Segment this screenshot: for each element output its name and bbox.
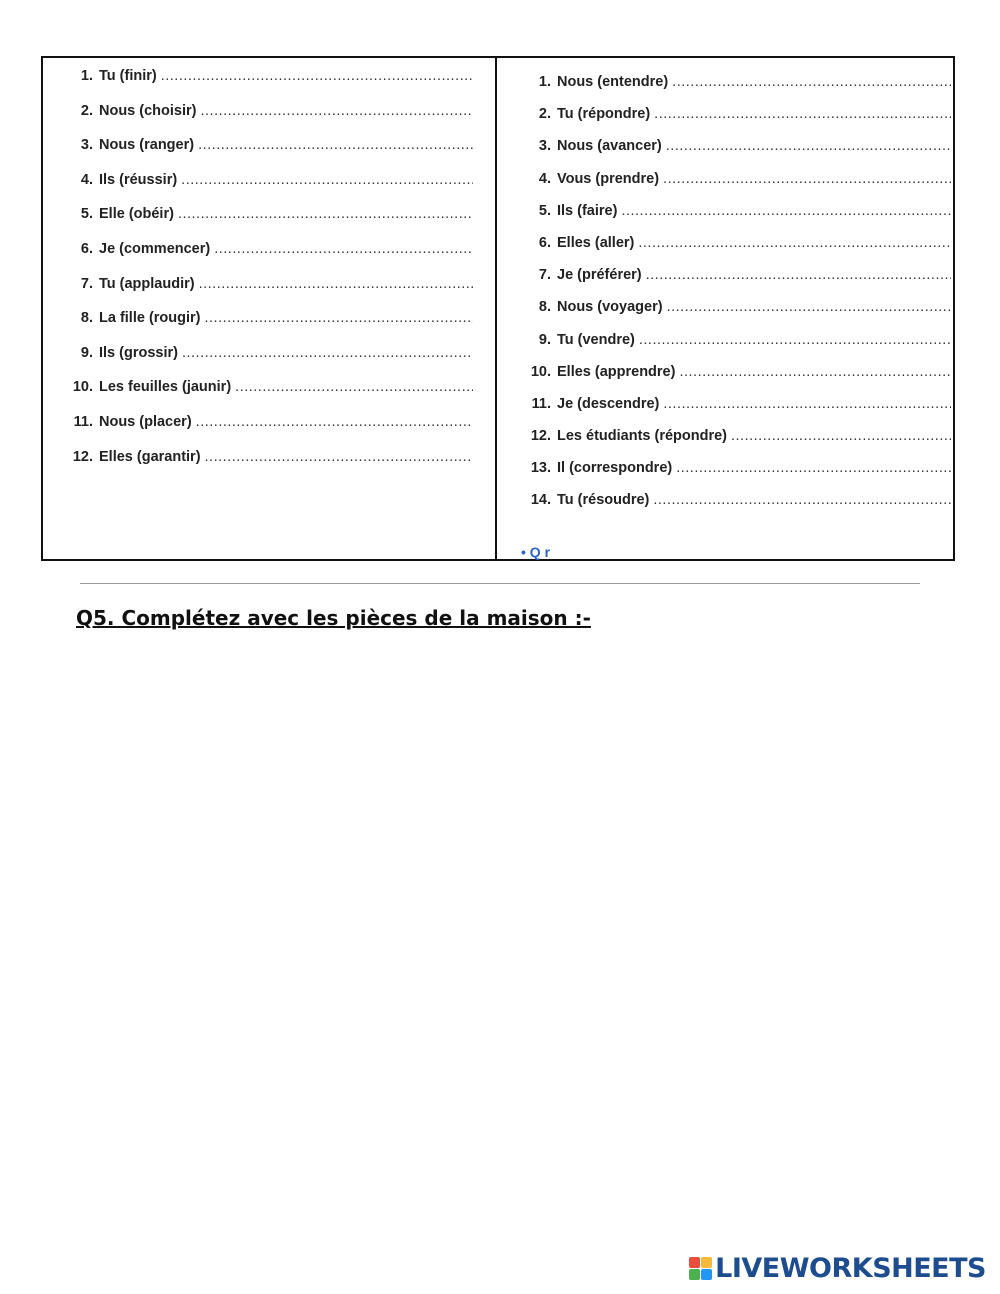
list-item	[63, 206, 473, 241]
answer-blank[interactable]	[676, 460, 951, 476]
item-label: Nous (voyager)	[557, 299, 663, 316]
answer-blank[interactable]	[653, 492, 951, 508]
brand-name: LIVEWORKSHEETS	[715, 1253, 986, 1284]
list-item	[521, 364, 951, 396]
item-label: Vous (prendre)	[557, 170, 660, 187]
item-label: Tu (applaudir)	[99, 275, 195, 292]
item-number: 1.	[538, 74, 551, 90]
answer-blank[interactable]	[666, 138, 951, 154]
brand-footer	[689, 1253, 986, 1284]
answer-blank[interactable]	[672, 74, 951, 90]
item-label: Nous (placer)	[99, 413, 192, 430]
list-item	[521, 428, 951, 460]
item-number: 10.	[530, 363, 551, 380]
answer-blank[interactable]	[638, 235, 951, 251]
item-label: Ils (faire)	[557, 202, 618, 219]
section-divider	[80, 583, 920, 584]
item-number: 5.	[538, 202, 551, 219]
item-label: Elle (obéir)	[99, 206, 174, 223]
item-label: Elles (aller)	[557, 234, 635, 251]
item-number: 9.	[538, 331, 551, 348]
item-label: Nous (avancer)	[557, 138, 662, 155]
answer-blank[interactable]	[646, 267, 951, 283]
answer-blank[interactable]	[205, 449, 473, 465]
right-verb-list	[521, 74, 951, 525]
item-number: 13.	[530, 460, 551, 477]
item-label: Nous (ranger)	[99, 137, 195, 154]
column-divider	[495, 58, 497, 559]
item-number: 8.	[538, 299, 551, 316]
item-number: 2.	[80, 102, 93, 119]
list-item	[63, 276, 473, 311]
liveworksheets-logo-icon	[689, 1257, 712, 1280]
item-number: 11.	[73, 413, 93, 430]
answer-blank[interactable]	[663, 171, 951, 187]
list-item	[63, 103, 473, 138]
item-label: Tu (répondre)	[557, 106, 651, 123]
item-label: Il (correspondre)	[557, 460, 673, 477]
list-item	[521, 332, 951, 364]
list-item	[521, 267, 951, 299]
item-number: 12.	[530, 428, 551, 445]
item-label: Tu (résoudre)	[557, 492, 650, 509]
item-number: 6.	[538, 234, 551, 251]
list-item	[521, 235, 951, 267]
item-label: Ils (grossir)	[99, 344, 178, 361]
answer-blank[interactable]	[161, 68, 473, 84]
item-label: Elles (apprendre)	[557, 363, 676, 380]
answer-blank[interactable]	[181, 172, 473, 188]
list-item	[63, 414, 473, 449]
logo-square	[701, 1269, 712, 1280]
answer-blank[interactable]	[235, 379, 473, 395]
item-number: 10.	[72, 379, 93, 396]
answer-blank[interactable]	[178, 206, 473, 222]
item-label: Elles (garantir)	[99, 448, 201, 465]
answer-blank[interactable]	[214, 241, 473, 257]
list-item	[521, 492, 951, 524]
list-item	[63, 241, 473, 276]
answer-blank[interactable]	[200, 103, 473, 119]
item-number: 12.	[72, 448, 93, 465]
list-item	[521, 106, 951, 138]
answer-blank[interactable]	[731, 428, 951, 444]
item-number: 8.	[80, 310, 93, 327]
item-number: 4.	[80, 171, 93, 188]
item-number: 2.	[538, 106, 551, 123]
item-label: Tu (vendre)	[557, 331, 635, 348]
left-verb-list	[63, 68, 473, 483]
item-label: Les étudiants (répondre)	[557, 428, 727, 445]
item-number: 6.	[80, 240, 93, 257]
answer-blank[interactable]	[667, 299, 951, 315]
item-label: Ils (réussir)	[99, 171, 178, 188]
list-item	[63, 310, 473, 345]
answer-blank[interactable]	[654, 106, 951, 122]
list-item	[521, 171, 951, 203]
item-number: 3.	[538, 138, 551, 155]
item-label: Tu (finir)	[99, 68, 157, 84]
item-number: 1.	[80, 68, 93, 84]
item-number: 3.	[80, 137, 93, 154]
question-title: Q5. Complétez avec les pièces de la maison :-	[76, 606, 591, 630]
answer-blank[interactable]	[639, 332, 951, 348]
list-item	[521, 460, 951, 492]
exercise-table	[41, 56, 955, 561]
list-item	[521, 299, 951, 331]
answer-blank[interactable]	[198, 137, 473, 153]
list-item	[63, 379, 473, 414]
item-label: Je (préférer)	[557, 267, 642, 284]
list-item	[521, 138, 951, 170]
item-label: Nous (entendre)	[557, 74, 669, 90]
item-number: 7.	[80, 275, 93, 292]
item-number: 5.	[80, 206, 93, 223]
answer-blank[interactable]	[205, 310, 474, 326]
list-item	[63, 172, 473, 207]
list-item	[63, 68, 473, 103]
item-label: Je (commencer)	[99, 240, 211, 257]
item-number: 7.	[538, 267, 551, 284]
answer-blank[interactable]	[196, 414, 473, 430]
item-number: 9.	[80, 344, 93, 361]
logo-square	[701, 1257, 712, 1268]
logo-square	[689, 1269, 700, 1280]
list-item	[521, 396, 951, 428]
item-number: 4.	[538, 170, 551, 187]
list-item	[521, 203, 951, 235]
answer-blank[interactable]	[621, 203, 951, 219]
item-label: La fille (rougir)	[99, 310, 201, 327]
list-item	[63, 449, 473, 484]
item-label: Nous (choisir)	[99, 102, 197, 119]
answer-blank[interactable]	[199, 276, 473, 292]
answer-blank[interactable]	[182, 345, 473, 361]
list-item	[63, 345, 473, 380]
item-number: 11.	[531, 395, 551, 412]
item-label: Les feuilles (jaunir)	[99, 379, 232, 396]
list-item	[63, 137, 473, 172]
cropped-text-fragment: • Q r	[521, 544, 551, 560]
item-label: Je (descendre)	[557, 395, 660, 412]
answer-blank[interactable]	[663, 396, 951, 412]
item-number: 14.	[530, 492, 551, 509]
answer-blank[interactable]	[679, 364, 951, 380]
logo-square	[689, 1257, 700, 1268]
list-item	[521, 74, 951, 106]
